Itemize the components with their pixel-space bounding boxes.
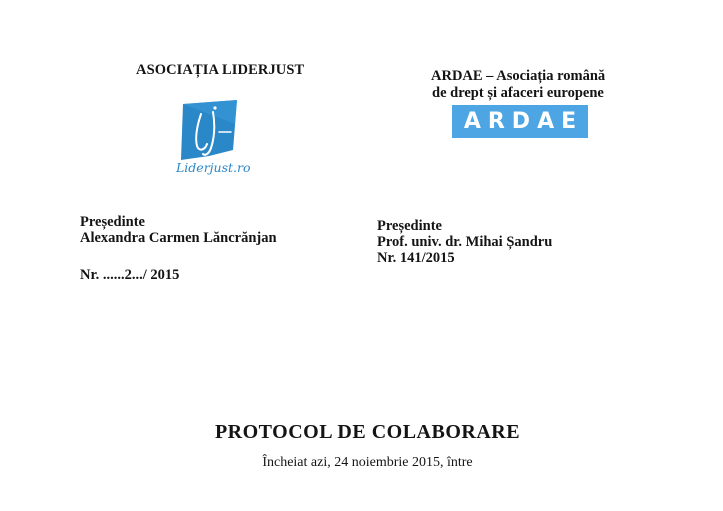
ardae-president-name: Prof. univ. dr. Mihai Șandru [377,234,553,250]
ardae-logo: ARDAE [452,105,588,138]
ardae-registration-number: Nr. 141/2015 [377,250,455,266]
ardae-president-details [377,234,552,266]
document-title: PROTOCOL DE COLABORARE [214,421,521,443]
ardae-president-block [377,218,442,234]
document-subtitle: Încheiat azi, 24 noiembrie 2015, între [262,455,473,470]
liderjust-org-name: ASOCIAȚIA LIDERJUST [136,62,305,78]
liderjust-president-role: Președinte [80,214,145,230]
ardae-president-role: Președinte [377,218,442,234]
liderjust-president-name: Alexandra Carmen Lăncrănjan [80,230,277,246]
liderjust-president-block [80,214,277,246]
ardae-org-name [431,68,605,102]
ardae-org-name-line1: ARDAE – Asociația română [431,68,606,84]
ardae-org-name-line2: de drept și afaceri europene [432,85,604,101]
liderjust-logo-text: Liderjust.ro [176,160,251,175]
liderjust-registration-number: Nr. ......2.../ 2015 [80,267,180,283]
